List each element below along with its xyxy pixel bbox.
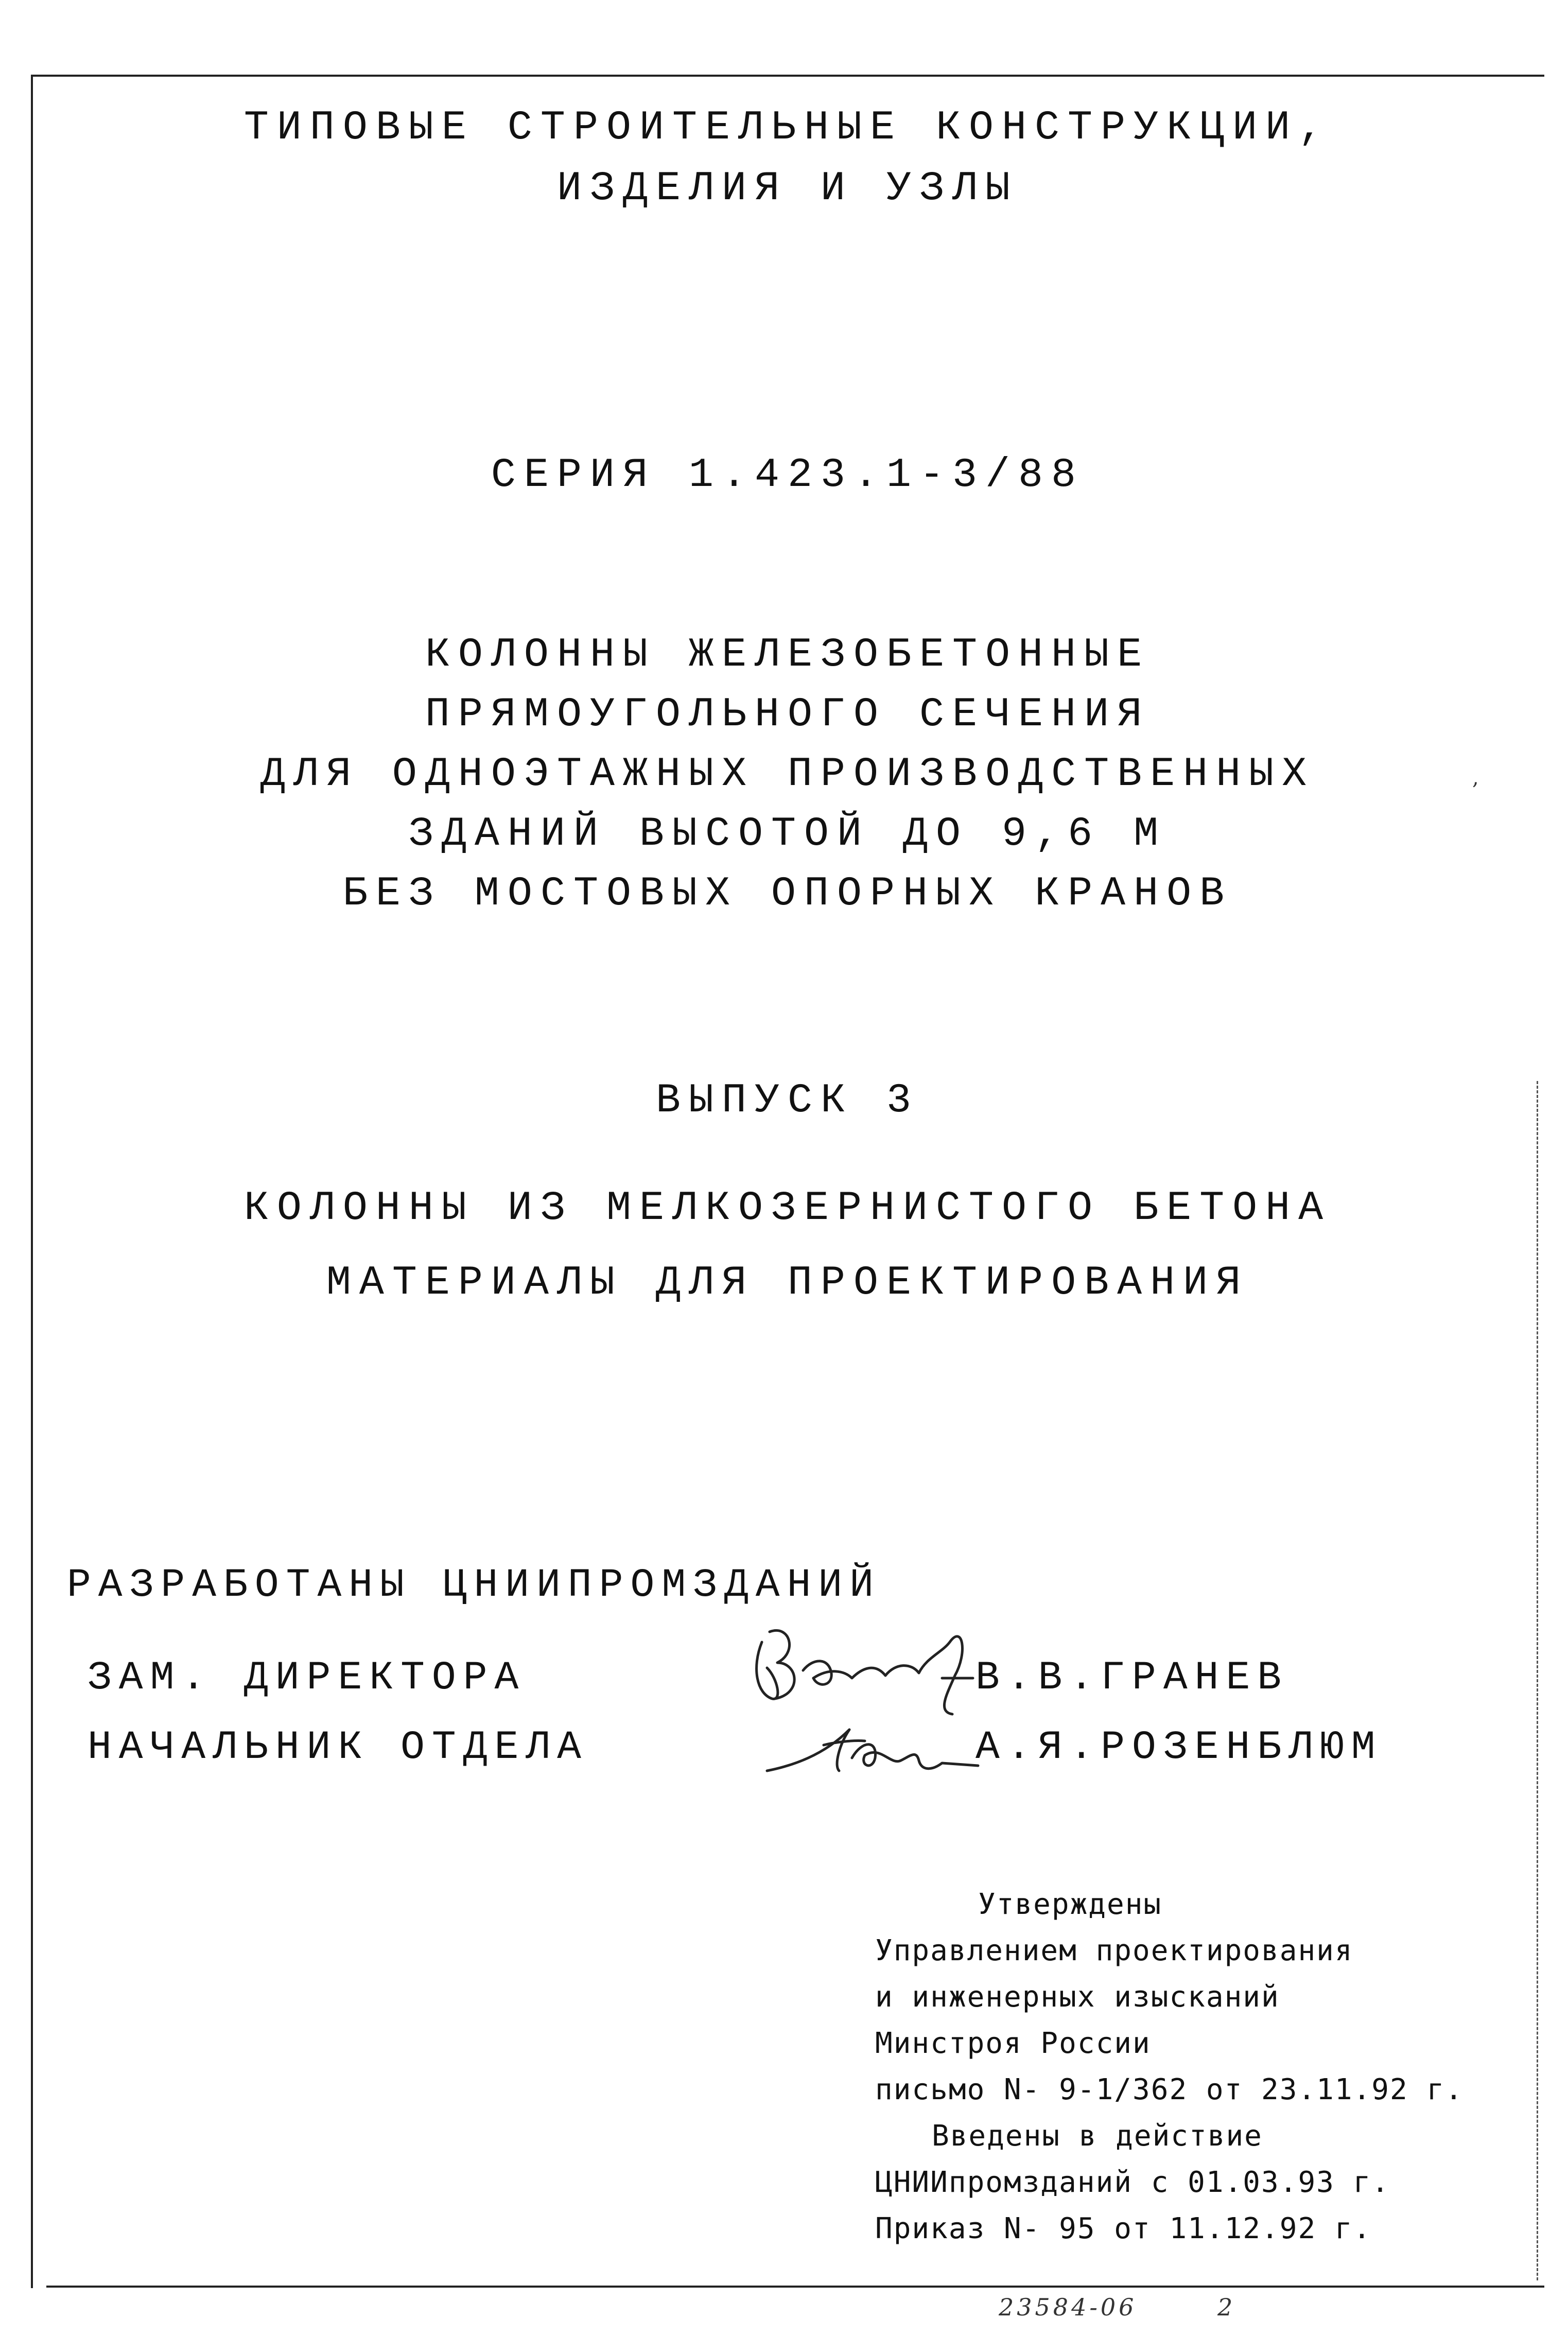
stray-mark: , <box>1472 766 1479 790</box>
title-line-5: БЕЗ МОСТОВЫХ ОПОРНЫХ КРАНОВ <box>342 870 1233 917</box>
approval-note <box>875 1881 1539 2252</box>
deputy-director-name: В.В.ГРАНЕВ <box>975 1655 1289 1701</box>
subtitle-line-2: МАТЕРИАЛЫ ДЛЯ ПРОЕКТИРОВАНИЯ <box>326 1260 1249 1306</box>
developed-by: РАЗРАБОТАНЫ ЦНИИПРОМЗДАНИЙ <box>67 1563 881 1608</box>
department-head-name: А.Я.РОЗЕНБЛЮМ <box>975 1725 1383 1770</box>
title-line-1: КОЛОННЫ ЖЕЛЕЗОБЕТОННЫЕ <box>425 632 1151 678</box>
deputy-director-role: ЗАМ. ДИРЕКТОРА <box>88 1655 526 1701</box>
title-line-2: ПРЯМОУГОЛЬНОГО СЕЧЕНИЯ <box>425 691 1151 738</box>
department-head-signature <box>762 1709 983 1786</box>
approval-line-3: и инженерных изысканий <box>875 1980 1280 2014</box>
approval-line-4: Минстроя России <box>875 2027 1151 2060</box>
frame-top-border <box>31 75 1544 77</box>
document-header <box>31 98 1544 219</box>
subtitle-line-1: КОЛОННЫ ИЗ МЕЛКОЗЕРНИСТОГО БЕТОНА <box>243 1185 1332 1232</box>
inventory-number: 23584-06 <box>999 2293 1137 2321</box>
page-number: 2 <box>1217 2293 1236 2321</box>
title-line-3: ДЛЯ ОДНОЭТАЖНЫХ ПРОИЗВОДСТВЕННЫХ <box>260 751 1315 798</box>
approval-line-1: Утверждены <box>978 1888 1162 1921</box>
department-head-row <box>88 1722 1383 1773</box>
header-line-1: ТИПОВЫЕ СТРОИТЕЛЬНЫЕ КОНСТРУКЦИИ, <box>243 104 1332 151</box>
approval-line-5: письмо N- 9-1/362 от 23.11.92 г. <box>875 2073 1464 2106</box>
deputy-director-signature <box>741 1622 983 1719</box>
deputy-director-row <box>88 1652 1289 1704</box>
title-line-4: ЗДАНИЙ ВЫСОТОЙ ДО 9,6 М <box>408 811 1167 858</box>
approval-line-6: Введены в действие <box>932 2119 1263 2153</box>
approval-line-7: ЦНИИпромзданий с 01.03.93 г. <box>875 2166 1390 2199</box>
department-head-role: НАЧАЛЬНИК ОТДЕЛА <box>88 1725 588 1770</box>
issue-number: ВЫПУСК 3 <box>655 1077 920 1124</box>
approval-line-2: Управлением проектирования <box>875 1934 1353 1967</box>
document-subtitle <box>31 1171 1544 1320</box>
header-line-2: ИЗДЕЛИЯ И УЗЛЫ <box>556 165 1019 212</box>
approval-line-8: Приказ N- 95 от 11.12.92 г. <box>875 2212 1372 2245</box>
frame-bottom-border <box>46 2286 1544 2288</box>
series-code: СЕРИЯ 1.423.1-3/88 <box>491 452 1085 499</box>
document-title <box>31 625 1544 924</box>
